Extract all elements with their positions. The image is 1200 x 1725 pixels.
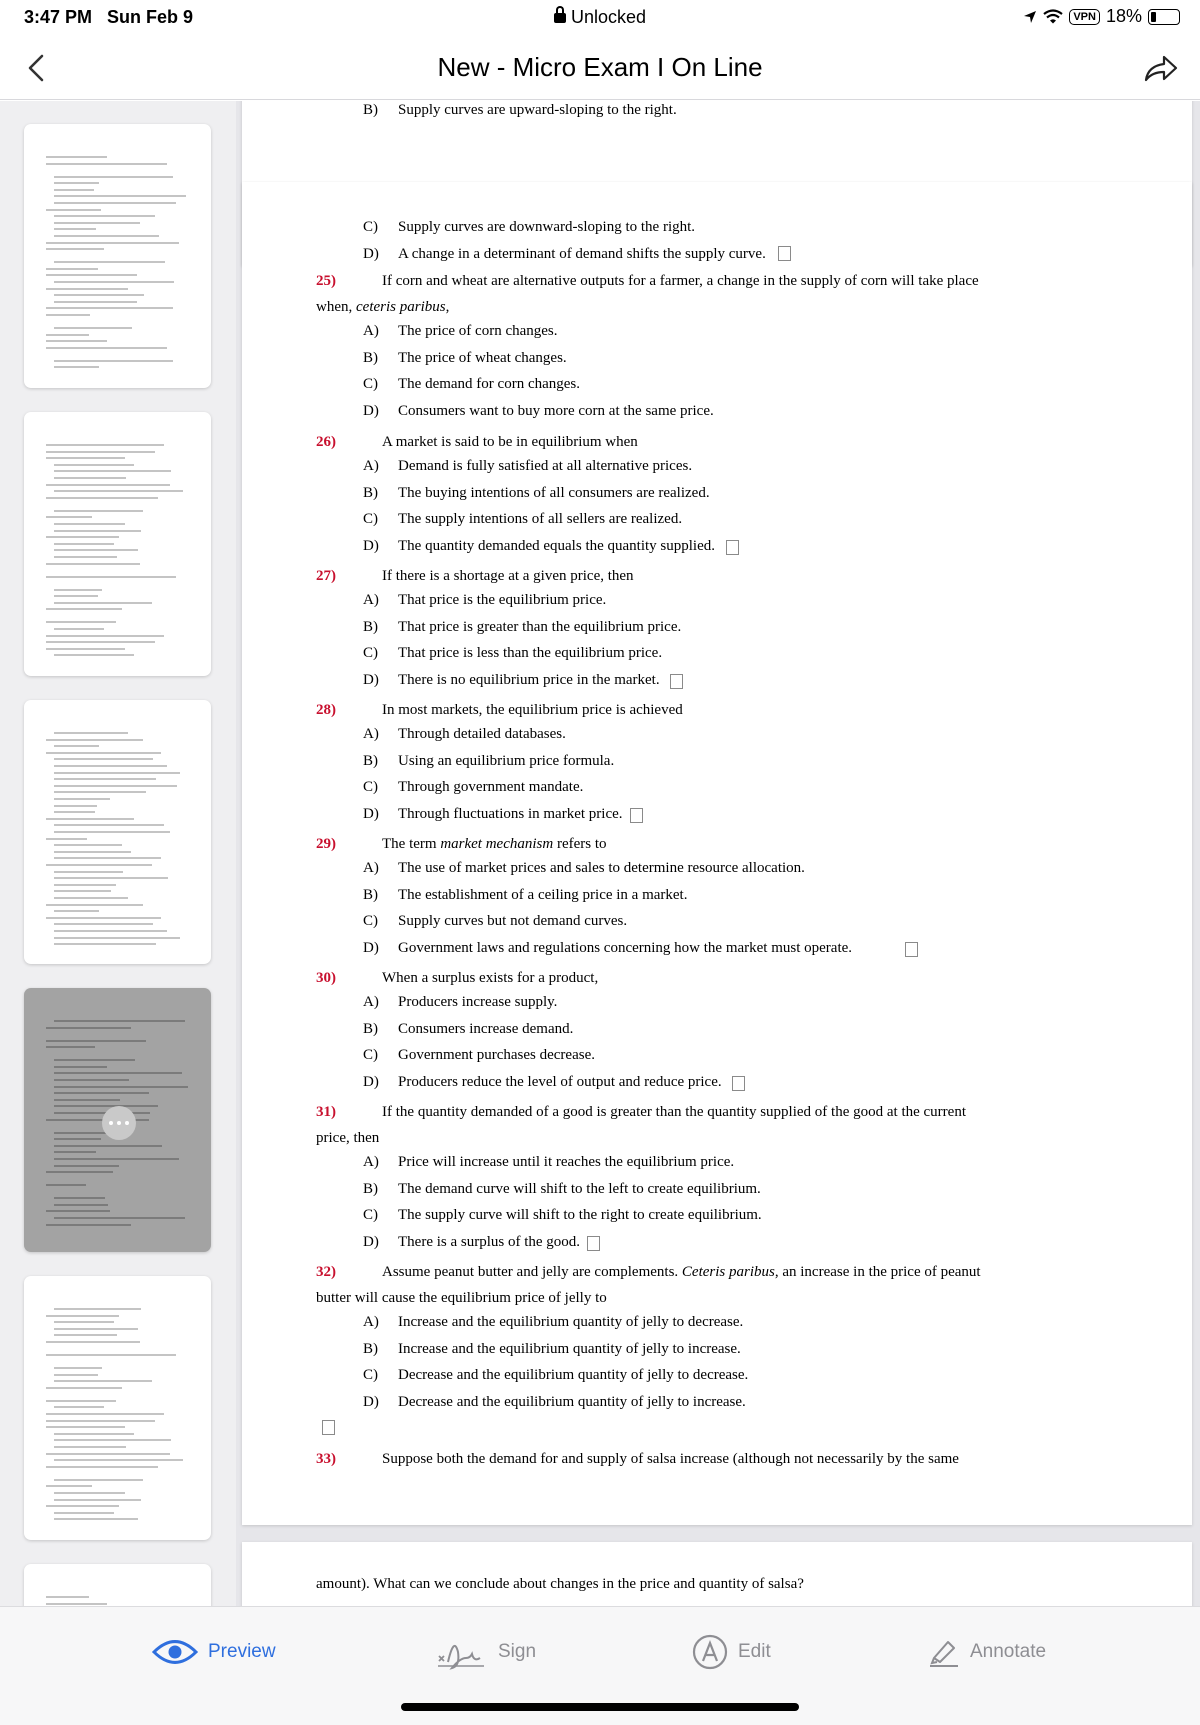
- thumbnail-text-line: [46, 917, 161, 919]
- thumbnail-text-line: [46, 1046, 95, 1048]
- option-label: C): [363, 1207, 378, 1224]
- thumbnail-text-line: [54, 477, 126, 479]
- thumbnail-text-line: [54, 1086, 188, 1088]
- thumbnail-text-line: [46, 1315, 119, 1317]
- thumbnail-text-line: [46, 1354, 176, 1356]
- option-label: C): [363, 913, 378, 930]
- thumbnail-text-line: [54, 772, 180, 774]
- question-number: 28): [316, 702, 336, 718]
- answer-checkbox[interactable]: [778, 246, 791, 261]
- option-text: Consumers want to buy more corn at the same price.: [398, 403, 714, 420]
- question-number: 31): [316, 1104, 336, 1120]
- thumbnail-text-line: [54, 798, 110, 800]
- location-icon: [1023, 10, 1037, 24]
- thumbnail-text-line: [46, 1505, 119, 1507]
- option-label: B): [363, 752, 378, 769]
- thumbnail-text-line: [46, 648, 125, 650]
- option-text: Producers reduce the level of output and reduce price.: [398, 1074, 722, 1091]
- option-label: C): [363, 645, 378, 662]
- thumbnail-text-line: [54, 1459, 183, 1461]
- thumbnail-text-line: [46, 641, 155, 643]
- edit-text-icon: [692, 1634, 728, 1670]
- thumbnail-text-line: [54, 366, 99, 368]
- thumbnail-text-line: [54, 464, 134, 466]
- status-date: Sun Feb 9: [107, 7, 194, 27]
- thumbnail-text-line: [46, 621, 116, 623]
- option-label: C): [363, 1367, 378, 1384]
- share-button[interactable]: [1138, 48, 1182, 92]
- thumbnail-text-line: [54, 824, 164, 826]
- thumbnail-text-line: [54, 235, 159, 237]
- question-stem: If the quantity demanded of a good is greater than the quantity supplied of the good at the current: [382, 1104, 966, 1120]
- question-stem-continued: butter will cause the equilibrium price of jelly to: [316, 1290, 607, 1306]
- option-text: Increase and the equilibrium quantity of jelly to increase.: [398, 1340, 741, 1357]
- question-stem: If there is a shortage at a given price, then: [382, 568, 634, 584]
- option-label: D): [363, 538, 379, 555]
- thumbnail-text-line: [54, 1020, 185, 1022]
- thumbnail-text-line: [54, 745, 99, 747]
- thumbnail-text-line: [54, 1158, 179, 1160]
- option-text: Consumers increase demand.: [398, 1020, 574, 1037]
- thumbnail-text-line: [54, 176, 173, 178]
- option-text: Supply curves but not demand curves.: [398, 913, 628, 930]
- question-stem: The term market mechanism refers to: [382, 836, 607, 852]
- thumbnail-text-line: [46, 156, 107, 158]
- option-text: The demand for corn changes.: [398, 376, 581, 393]
- question-stem: A market is said to be in equilibrium when: [382, 434, 638, 450]
- thumbnail-text-line: [54, 897, 128, 899]
- thumbnail-text-line: [54, 1367, 102, 1369]
- thumbnail-text-line: [46, 1413, 164, 1415]
- status-indicators: [1023, 6, 1180, 27]
- thumbnail-text-line: [46, 838, 87, 840]
- question-stem: If corn and wheat are alternative outputs for a farmer, a change in the supply of corn will take place: [382, 273, 979, 289]
- thumbnail-text-line: [46, 1184, 86, 1186]
- option-label: D): [363, 940, 379, 957]
- question-stem: When a surplus exists for a product,: [382, 970, 599, 986]
- option-text: There is no equilibrium price in the market.: [398, 672, 660, 689]
- thumbnail-text-line: [54, 1512, 114, 1514]
- option-text: Demand is fully satisfied at all alternative prices.: [398, 458, 693, 474]
- thumbnail-text-line: [46, 444, 164, 446]
- answer-checkbox[interactable]: [732, 1076, 745, 1091]
- thumbnail-text-line: [54, 1518, 138, 1520]
- option-label: D): [363, 1234, 379, 1251]
- thumbnail-text-line: [46, 307, 173, 309]
- thumbnail-text-line: [54, 1433, 134, 1435]
- thumbnail-text-line: [46, 1387, 122, 1389]
- thumbnail-text-line: [46, 1596, 89, 1598]
- option-label: B): [363, 618, 378, 635]
- option-label: A): [363, 323, 379, 339]
- thumbnail-text-line: [54, 1380, 152, 1382]
- option-label: A): [363, 994, 379, 1010]
- thumbnail-text-line: [54, 228, 96, 230]
- option-label: A): [363, 458, 379, 474]
- option-text: There is a surplus of the good.: [398, 1234, 581, 1251]
- thumbnail-text-line: [46, 1400, 116, 1402]
- answer-checkbox[interactable]: [670, 674, 683, 689]
- home-indicator: [401, 1703, 799, 1711]
- thumbnail-text-line: [46, 314, 90, 316]
- option-text: A change in a determinant of demand shifts the supply curve.: [398, 246, 766, 262]
- thumbnail-text-line: [46, 209, 101, 211]
- page-thumbnail[interactable]: [24, 1564, 211, 1606]
- thumbnail-text-line: [46, 497, 158, 499]
- eye-icon: [152, 1637, 198, 1667]
- thumbnail-text-line: [54, 470, 171, 472]
- thumbnail-text-line: [46, 248, 104, 250]
- option-label: B): [363, 1180, 378, 1197]
- thumbnail-text-line: [46, 242, 179, 244]
- option-text: The price of corn changes.: [398, 323, 558, 339]
- question-stem: Assume peanut butter and jelly are complements. Ceteris paribus, an increase in the price of peanut: [382, 1264, 981, 1280]
- option-text: Government laws and regulations concerning how the market must operate.: [398, 940, 853, 957]
- thumbnail-text-line: [54, 549, 138, 551]
- thumbnail-text-line: [54, 937, 180, 939]
- thumbnail-text-line: [54, 1072, 182, 1074]
- option-text: Through government mandate.: [398, 779, 584, 796]
- thumbnail-text-line: [54, 1479, 143, 1481]
- thumbnail-text-line: [54, 222, 140, 224]
- option-label: A): [363, 1314, 379, 1330]
- thumbnail-text-line: [54, 1059, 135, 1061]
- thumbnail-text-line: [46, 1224, 131, 1226]
- option-text: The demand curve will shift to the left to create equilibrium.: [398, 1180, 761, 1197]
- thumbnail-text-line: [46, 1420, 155, 1422]
- edit-button[interactable]: Edit: [692, 1627, 771, 1677]
- thumbnail-text-line: [54, 758, 153, 760]
- thumbnail-text-line: [54, 910, 99, 912]
- thumbnail-text-line: [46, 739, 143, 741]
- thumbnail-text-line: [54, 1112, 150, 1114]
- question-stem: Suppose both the demand for and supply of salsa increase (although not necessarily by the same: [382, 1451, 959, 1467]
- option-text: The buying intentions of all consumers are realized.: [398, 484, 710, 501]
- thumbnail-text-line: [46, 864, 152, 866]
- option-text: That price is greater than the equilibrium price.: [398, 618, 682, 635]
- option-label: B): [363, 1340, 378, 1357]
- thumbnail-text-line: [54, 791, 146, 793]
- thumbnail-text-line: [46, 484, 170, 486]
- thumbnail-text-line: [54, 943, 156, 945]
- page-thumbnail[interactable]: [24, 124, 211, 388]
- answer-checkbox[interactable]: [630, 808, 643, 823]
- thumbnail-text-line: [54, 1217, 185, 1219]
- thumbnail-text-line: [54, 490, 183, 492]
- thumbnail-text-line: [46, 516, 92, 518]
- thumbnail-text-line: [54, 1105, 158, 1107]
- thumbnail-text-line: [54, 765, 167, 767]
- question-stem-continued: when, ceteris paribus,: [316, 299, 450, 315]
- thumbnail-text-line: [54, 1406, 104, 1408]
- thumbnail-text-line: [54, 857, 161, 859]
- option-label: B): [363, 886, 378, 903]
- question-number: 25): [316, 273, 336, 289]
- thumbnail-text-line: [54, 1145, 162, 1147]
- thumbnail-text-line: [54, 1079, 129, 1081]
- thumbnail-text-line: [46, 334, 89, 336]
- thumbnail-text-line: [46, 457, 125, 459]
- thumbnail-text-line: [54, 811, 95, 813]
- option-text: Price will increase until it reaches the equilibrium price.: [398, 1154, 735, 1170]
- page-thumbnail[interactable]: [24, 412, 211, 676]
- thumbnail-text-line: [54, 778, 156, 780]
- thumbnail-text-line: [46, 635, 164, 637]
- option-label: B): [363, 484, 378, 501]
- answer-checkbox[interactable]: [726, 540, 739, 555]
- question-stem-continued: amount). What can we conclude about changes in the price and quantity of salsa?: [316, 1576, 804, 1592]
- thumbnail-text-line: [54, 1066, 107, 1068]
- thumbnail-text-line: [54, 556, 117, 558]
- thumbnail-text-line: [54, 1492, 125, 1494]
- thumbnail-text-line: [54, 543, 114, 545]
- option-text: Increase and the equilibrium quantity of jelly to decrease.: [398, 1314, 744, 1330]
- page-thumbnail[interactable]: [24, 700, 211, 964]
- answer-checkbox[interactable]: [322, 1420, 335, 1435]
- question-stem: In most markets, the equilibrium price is achieved: [382, 702, 683, 718]
- page-thumbnail-selected[interactable]: [24, 988, 211, 1252]
- thumbnail-text-line: [54, 202, 176, 204]
- option-label: C): [363, 1047, 378, 1064]
- thumbnail-text-line: [54, 1165, 119, 1167]
- option-text: Through fluctuations in market price.: [398, 806, 623, 823]
- page-thumbnail-sidebar[interactable]: [0, 101, 236, 1606]
- thumbnail-text-line: [46, 752, 161, 754]
- answer-checkbox[interactable]: [905, 942, 918, 957]
- thumbnail-text-line: [46, 563, 140, 565]
- thumbnail-text-line: [54, 732, 128, 734]
- thumbnail-text-line: [54, 281, 174, 283]
- thumbnail-text-line: [54, 530, 141, 532]
- thumbnail-text-line: [54, 595, 98, 597]
- thumbnail-text-line: [46, 451, 155, 453]
- thumbnail-text-line: [54, 1138, 101, 1140]
- option-text: Producers increase supply.: [398, 994, 558, 1010]
- thumbnail-text-line: [46, 904, 143, 906]
- thumbnail-text-line: [46, 608, 122, 610]
- sign-button[interactable]: Sign: [436, 1627, 536, 1677]
- option-text: The quantity demanded equals the quantity supplied.: [398, 538, 716, 555]
- thumbnail-text-line: [54, 805, 97, 807]
- thumbnail-text-line: [46, 1603, 107, 1605]
- thumbnail-text-line: [54, 1374, 98, 1376]
- option-label: D): [363, 403, 379, 420]
- thumbnail-text-line: [46, 576, 176, 578]
- highlighter-icon: [928, 1636, 960, 1668]
- question-number: 30): [316, 970, 336, 986]
- question-number: 29): [316, 836, 336, 852]
- option-text: The supply intentions of all sellers are realized.: [398, 511, 683, 528]
- thumbnail-text-line: [54, 510, 143, 512]
- option-text: Supply curves are upward-sloping to the right.: [398, 102, 677, 118]
- option-label: D): [363, 672, 379, 689]
- thumbnail-text-line: [46, 1040, 146, 1042]
- option-text: Decrease and the equilibrium quantity of jelly to increase.: [398, 1394, 746, 1411]
- thumbnail-text-line: [54, 923, 153, 925]
- option-text: Using an equilibrium price formula.: [398, 752, 615, 769]
- thumbnail-text-line: [54, 1151, 96, 1153]
- more-icon: [109, 1121, 113, 1125]
- thumbnail-text-line: [54, 1099, 120, 1101]
- option-label: A): [363, 726, 379, 742]
- thumbnail-text-line: [54, 1204, 108, 1206]
- thumbnail-text-line: [46, 1426, 125, 1428]
- option-label: D): [363, 806, 379, 823]
- option-label: A): [363, 592, 379, 608]
- option-label: D): [363, 1074, 379, 1091]
- battery-fill: [1151, 12, 1156, 22]
- thumbnail-text-line: [54, 831, 170, 833]
- thumbnail-text-line: [46, 288, 128, 290]
- option-text: Through detailed databases.: [398, 726, 566, 742]
- lock-icon: [554, 13, 566, 23]
- option-label: D): [363, 246, 379, 262]
- thumbnail-text-line: [54, 195, 186, 197]
- vpn-badge: VPN: [1069, 9, 1100, 25]
- thumbnail-text-line: [46, 1341, 140, 1343]
- thumbnail-text-line: [54, 189, 94, 191]
- thumbnail-text-line: [54, 1439, 171, 1441]
- battery-icon: [1148, 9, 1180, 25]
- option-text: That price is less than the equilibrium price.: [398, 645, 663, 662]
- option-text: The establishment of a ceiling price in a market.: [398, 886, 688, 903]
- question-number: 32): [316, 1264, 336, 1280]
- thumbnail-text-line: [54, 182, 99, 184]
- option-label: C): [363, 219, 378, 235]
- page-thumbnail[interactable]: [24, 1276, 211, 1540]
- thumbnail-text-line: [54, 215, 155, 217]
- share-icon: [1138, 48, 1182, 92]
- question-number: 33): [316, 1451, 336, 1467]
- option-text: The use of market prices and sales to determine resource allocation.: [398, 860, 805, 876]
- option-label: C): [363, 511, 378, 528]
- document-page: [242, 1542, 1192, 1606]
- thumbnail-text-line: [46, 1466, 158, 1468]
- option-label: C): [363, 779, 378, 796]
- thumbnail-text-line: [54, 1328, 138, 1330]
- thumbnail-text-line: [46, 347, 167, 349]
- thumbnail-text-line: [46, 1453, 170, 1455]
- option-text: The supply curve will shift to the right to create equilibrium.: [398, 1207, 762, 1224]
- thumbnail-text-line: [54, 1092, 149, 1094]
- thumbnail-text-line: [46, 1485, 92, 1487]
- option-text: Government purchases decrease.: [398, 1047, 595, 1064]
- thumbnail-text-line: [54, 1308, 141, 1310]
- thumbnail-text-line: [54, 1334, 117, 1336]
- thumbnail-text-line: [54, 844, 122, 846]
- wifi-icon: [1043, 9, 1063, 24]
- option-label: B): [363, 102, 378, 118]
- thumbnail-text-line: [54, 884, 116, 886]
- thumbnail-text-line: [54, 602, 152, 604]
- thumbnail-text-line: [54, 851, 131, 853]
- option-label: C): [363, 376, 378, 393]
- thumbnail-text-line: [54, 628, 104, 630]
- thumbnail-text-line: [54, 1446, 126, 1448]
- thumbnail-text-line: [54, 930, 167, 932]
- option-label: D): [363, 1394, 379, 1411]
- option-label: B): [363, 349, 378, 366]
- thumbnail-text-line: [46, 1171, 113, 1173]
- thumbnail-text-line: [54, 871, 123, 873]
- thumbnail-text-line: [54, 654, 134, 656]
- option-label: B): [363, 1020, 378, 1037]
- question-number: 27): [316, 568, 336, 584]
- document-viewer[interactable]: [236, 101, 1200, 1606]
- signature-icon: [436, 1632, 488, 1672]
- option-text: The price of wheat changes.: [398, 349, 567, 366]
- annotate-button[interactable]: Annotate: [928, 1627, 1046, 1677]
- thumbnail-text-line: [46, 163, 167, 165]
- answer-checkbox[interactable]: [587, 1236, 600, 1251]
- question-number: 26): [316, 434, 336, 450]
- document-title: New - Micro Exam I On Line: [437, 52, 763, 82]
- option-text: That price is the equilibrium price.: [398, 592, 607, 608]
- status-time: 3:47 PM Sun Feb 9: [24, 7, 194, 27]
- thumbnail-text-line: [54, 327, 132, 329]
- thumbnail-text-line: [54, 589, 102, 591]
- option-label: A): [363, 860, 379, 876]
- option-text: Supply curves are downward-sloping to the right.: [398, 219, 696, 235]
- option-text: Decrease and the equilibrium quantity of jelly to decrease.: [398, 1367, 749, 1384]
- thumbnail-text-line: [54, 301, 137, 303]
- thumbnail-text-line: [54, 261, 165, 263]
- thumbnail-text-line: [46, 1027, 131, 1029]
- thumbnail-text-line: [54, 294, 144, 296]
- thumbnail-text-line: [54, 1321, 114, 1323]
- thumbnail-text-line: [54, 1197, 105, 1199]
- thumbnail-text-line: [46, 274, 137, 276]
- thumbnail-text-line: [46, 536, 119, 538]
- thumbnail-text-line: [46, 268, 98, 270]
- preview-button[interactable]: Preview: [152, 1627, 276, 1677]
- battery-percent: 18%: [1105, 6, 1142, 26]
- more-options-button[interactable]: [102, 1106, 136, 1140]
- lock-status: Unlocked: [0, 7, 1200, 28]
- thumbnail-text-line: [54, 877, 168, 879]
- status-bar: [0, 0, 1200, 36]
- nav-bar: [0, 38, 1200, 100]
- question-stem-continued: price, then: [316, 1130, 380, 1146]
- thumbnail-text-line: [54, 523, 125, 525]
- thumbnail-text-line: [46, 1210, 110, 1212]
- thumbnail-text-line: [46, 818, 134, 820]
- document-page: [242, 182, 1192, 1525]
- thumbnail-text-line: [54, 785, 177, 787]
- thumbnail-text-line: [54, 360, 173, 362]
- thumbnail-text-line: [54, 1499, 141, 1501]
- thumbnail-text-line: [54, 890, 111, 892]
- option-label: A): [363, 1154, 379, 1170]
- thumbnail-text-line: [46, 340, 107, 342]
